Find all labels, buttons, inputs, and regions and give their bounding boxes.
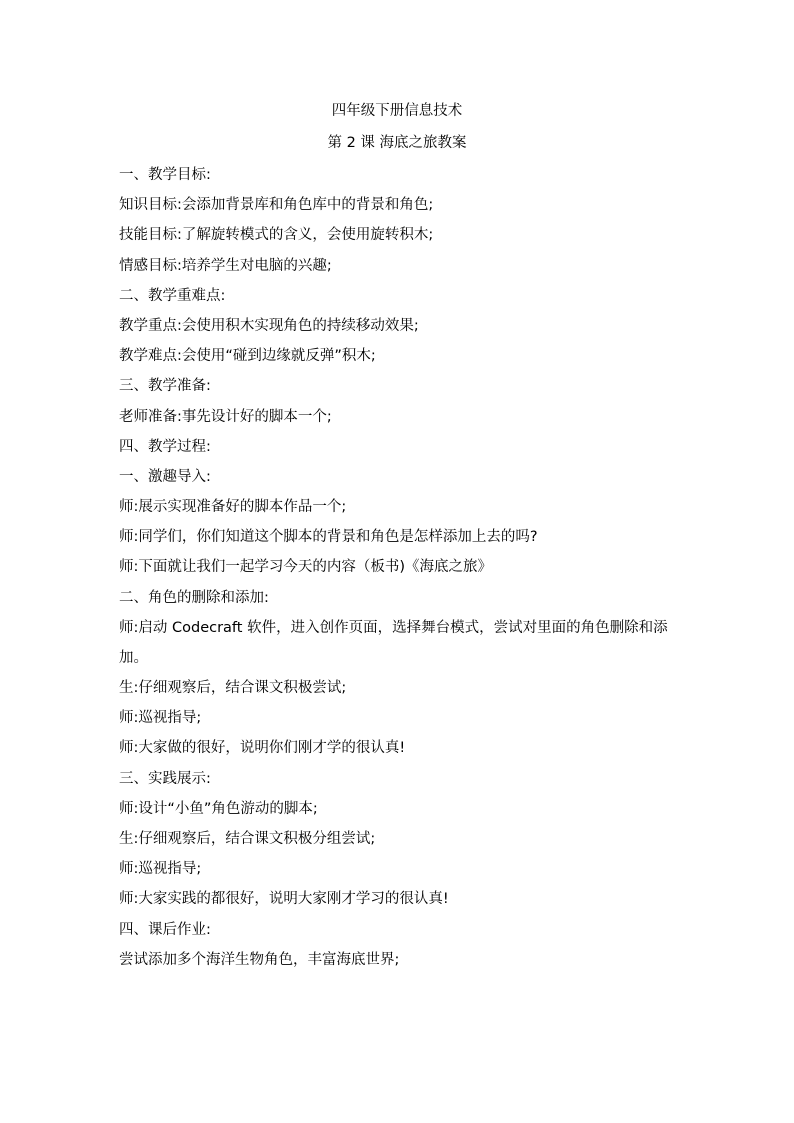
process-line: 师:展示实现准备好的脚本作品一个;	[119, 499, 347, 516]
process-line: 师:大家实践的都很好，说明大家刚才学习的很认真!	[119, 891, 449, 908]
knowledge-goal: 知识目标:会添加背景库和角色库中的背景和角色;	[119, 197, 434, 214]
section-heading-goals: 一、教学目标:	[119, 167, 211, 183]
process-line: 师:大家做的很好，说明你们刚才学的很认真!	[119, 740, 406, 757]
process-line: 生:仔细观察后，结合课文积极尝试;	[119, 680, 347, 696]
homework-line: 尝试添加多个海洋生物角色，丰富海底世界;	[119, 951, 400, 968]
lesson-title: 第 2 课 海底之旅教案	[327, 135, 467, 151]
teaching-focus: 教学重点:会使用积木实现角色的持续移动效果;	[119, 317, 419, 334]
subsection-homework: 四、课后作业:	[119, 921, 211, 938]
process-line: 师:巡视指导;	[119, 861, 202, 878]
subsection-role-editing: 二、角色的删除和添加:	[119, 589, 269, 606]
process-line: 师:同学们，你们知道这个脚本的背景和角色是怎样添加上去的吗?	[119, 529, 538, 546]
skill-goal: 技能目标:了解旋转模式的含义，会使用旋转积木;	[119, 227, 434, 244]
section-heading-key-points: 二、教学重难点:	[119, 287, 226, 304]
document-body	[119, 164, 684, 979]
process-line: 师:下面就让我们一起学习今天的内容（板书)《海底之旅》	[119, 559, 493, 576]
subsection-introduction: 一、激趣导入:	[119, 468, 211, 485]
process-line: 师:设计“小鱼”角色游动的脚本;	[119, 800, 318, 817]
subsection-practice: 三、实践展示:	[119, 770, 211, 787]
process-line: 师:启动 Codecraft 软件，进入创作页面，选择舞台模式，尝试对里面的角色删除和添加。	[119, 619, 668, 666]
emotion-goal: 情感目标:培养学生对电脑的兴趣;	[119, 257, 332, 274]
process-line: 师:巡视指导;	[119, 710, 202, 727]
process-line: 生:仔细观察后，结合课文积极分组尝试;	[119, 830, 376, 847]
teaching-difficulty: 教学难点:会使用“碰到边缘就反弹”积木;	[119, 348, 376, 365]
section-heading-process: 四、教学过程:	[119, 438, 211, 455]
document-title: 四年级下册信息技术	[331, 103, 463, 119]
section-heading-preparation: 三、教学准备:	[119, 378, 211, 395]
teacher-preparation: 老师准备:事先设计好的脚本一个;	[119, 408, 332, 425]
